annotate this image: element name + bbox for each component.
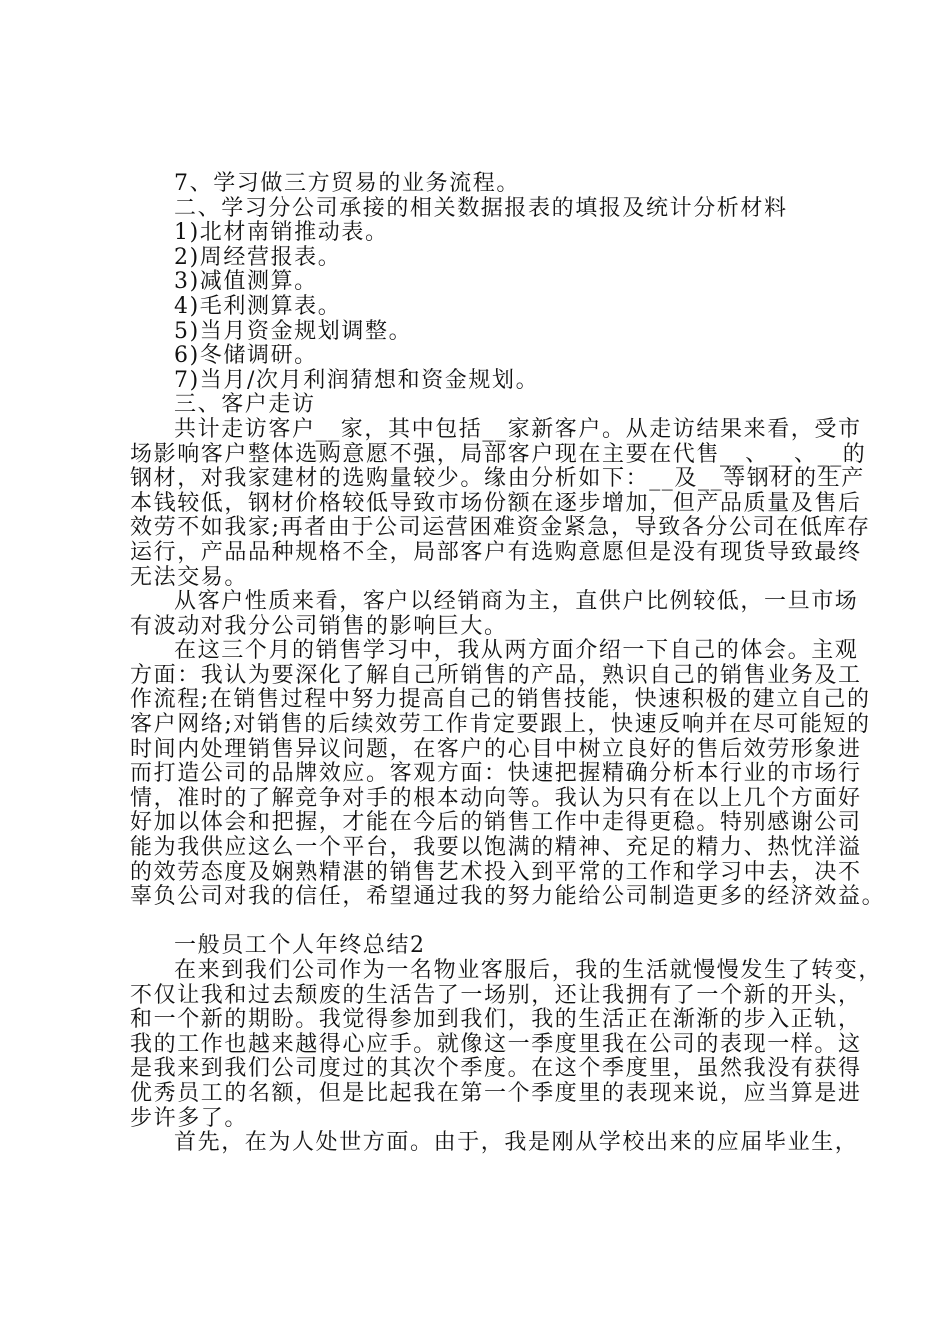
text-line: 二、学习分公司承接的相关数据报表的填报及统计分析材料 xyxy=(174,195,788,221)
text-line: 一般员工个人年终总结2 xyxy=(174,933,426,959)
text-line: 作流程;在销售过程中努力提高自己的销售技能，快速积极的建立自己的 xyxy=(130,687,871,713)
text-line: 7)当月/次月利润猜想和资金规划。 xyxy=(174,367,540,393)
text-line: 首先，在为人处世方面。由于，我是刚从学校出来的应届毕业生， xyxy=(174,1130,859,1156)
text-line: 和一个新的期盼。我觉得参加到我们，我的生活正在渐渐的步入正轨， xyxy=(130,1007,862,1033)
text-line: 辜负公司对我的信任，希望通过我的努力能给公司制造更多的经济效益。 xyxy=(130,884,886,910)
text-line: 时间内处理销售异议问题，在客户的心目中树立良好的售后效劳形象进 xyxy=(130,736,862,762)
text-line: 步许多了。 xyxy=(130,1105,249,1131)
text-line: 钢材，对我家建材的选购量较少。缘由分析如下：__及__等钢材的生产 xyxy=(130,466,865,492)
text-line: 6)冬储调研。 xyxy=(174,343,318,369)
text-line: 在这三个月的销售学习中，我从两方面介绍一下自己的体会。主观 xyxy=(174,638,859,664)
text-line: 从客户性质来看，客户以经销商为主，直供户比例较低，一旦市场 xyxy=(174,589,859,615)
text-line: 无法交易。 xyxy=(130,564,249,590)
text-line: 的效劳态度及娴熟精湛的销售艺术投入到平常的工作和学习中去，决不 xyxy=(130,859,862,885)
text-line: 方面：我认为要深化了解自己所销售的产品，熟识自己的销售业务及工 xyxy=(130,662,862,688)
text-line: 2)周经营报表。 xyxy=(174,244,342,270)
text-line: 7、学习做三方贸易的业务流程。 xyxy=(174,171,520,196)
text-line: 运行，产品品种规格不全，局部客户有选购意愿但是没有现货导致最终 xyxy=(130,539,862,565)
text-line: 情，准时的了解竞争对手的根本动向等。我认为只有在以上几个方面好 xyxy=(130,785,862,811)
text-line: 5)当月资金规划调整。 xyxy=(174,318,413,344)
text-line: 能为我供应这么一个平台，我要以饱满的精神、充足的精力、热忱洋溢 xyxy=(130,835,862,861)
text-line: 而打造公司的品牌效应。客观方面：快速把握精确分析本行业的市场行 xyxy=(130,761,862,787)
text-line: 三、客户走访 xyxy=(174,392,316,418)
text-line: 共计走访客户__家，其中包括__家新客户。从走访结果来看，受市 xyxy=(174,416,862,442)
text-line: 好加以体会和把握，才能在今后的销售工作中走得更稳。特别感谢公司 xyxy=(130,810,862,836)
text-line: 我的工作也越来越得心应手。就像这一季度里我在公司的表现一样。这 xyxy=(130,1031,862,1057)
text-line: 不仅让我和过去颓废的生活告了一场别，还让我拥有了一个新的开头， xyxy=(130,982,862,1008)
text-line: 效劳不如我家;再者由于公司运营困难资金紧急，导致各分公司在低库存 xyxy=(130,515,871,541)
text-line: 客户网络;对销售的后续效劳工作肯定要跟上，快速反响并在尽可能短的 xyxy=(130,712,871,738)
text-line: 有波动对我分公司销售的影响巨大。 xyxy=(130,613,508,639)
text-line: 3)减值测算。 xyxy=(174,269,318,295)
text-line: 是我来到我们公司度过的其次个季度。在这个季度里，虽然我没有获得 xyxy=(130,1056,862,1082)
text-line: 场影响客户整体选购意愿不强，局部客户现在主要在代售__、__、__的 xyxy=(130,441,867,467)
blank-line xyxy=(130,910,850,935)
text-line: 在来到我们公司作为一名物业客服后，我的生活就慢慢发生了转变， xyxy=(174,958,883,983)
text-line: 优秀员工的名额，但是比起我在第一个季度里的表现来说，应当算是进 xyxy=(130,1080,862,1106)
text-line: 1)北材南销推动表。 xyxy=(174,220,389,246)
text-line: 本钱较低，钢材价格较低导致市场份额在逐步增加，但产品质量及售后 xyxy=(130,490,862,516)
text-line: 4)毛利测算表。 xyxy=(174,293,342,319)
document-body xyxy=(130,171,886,1156)
